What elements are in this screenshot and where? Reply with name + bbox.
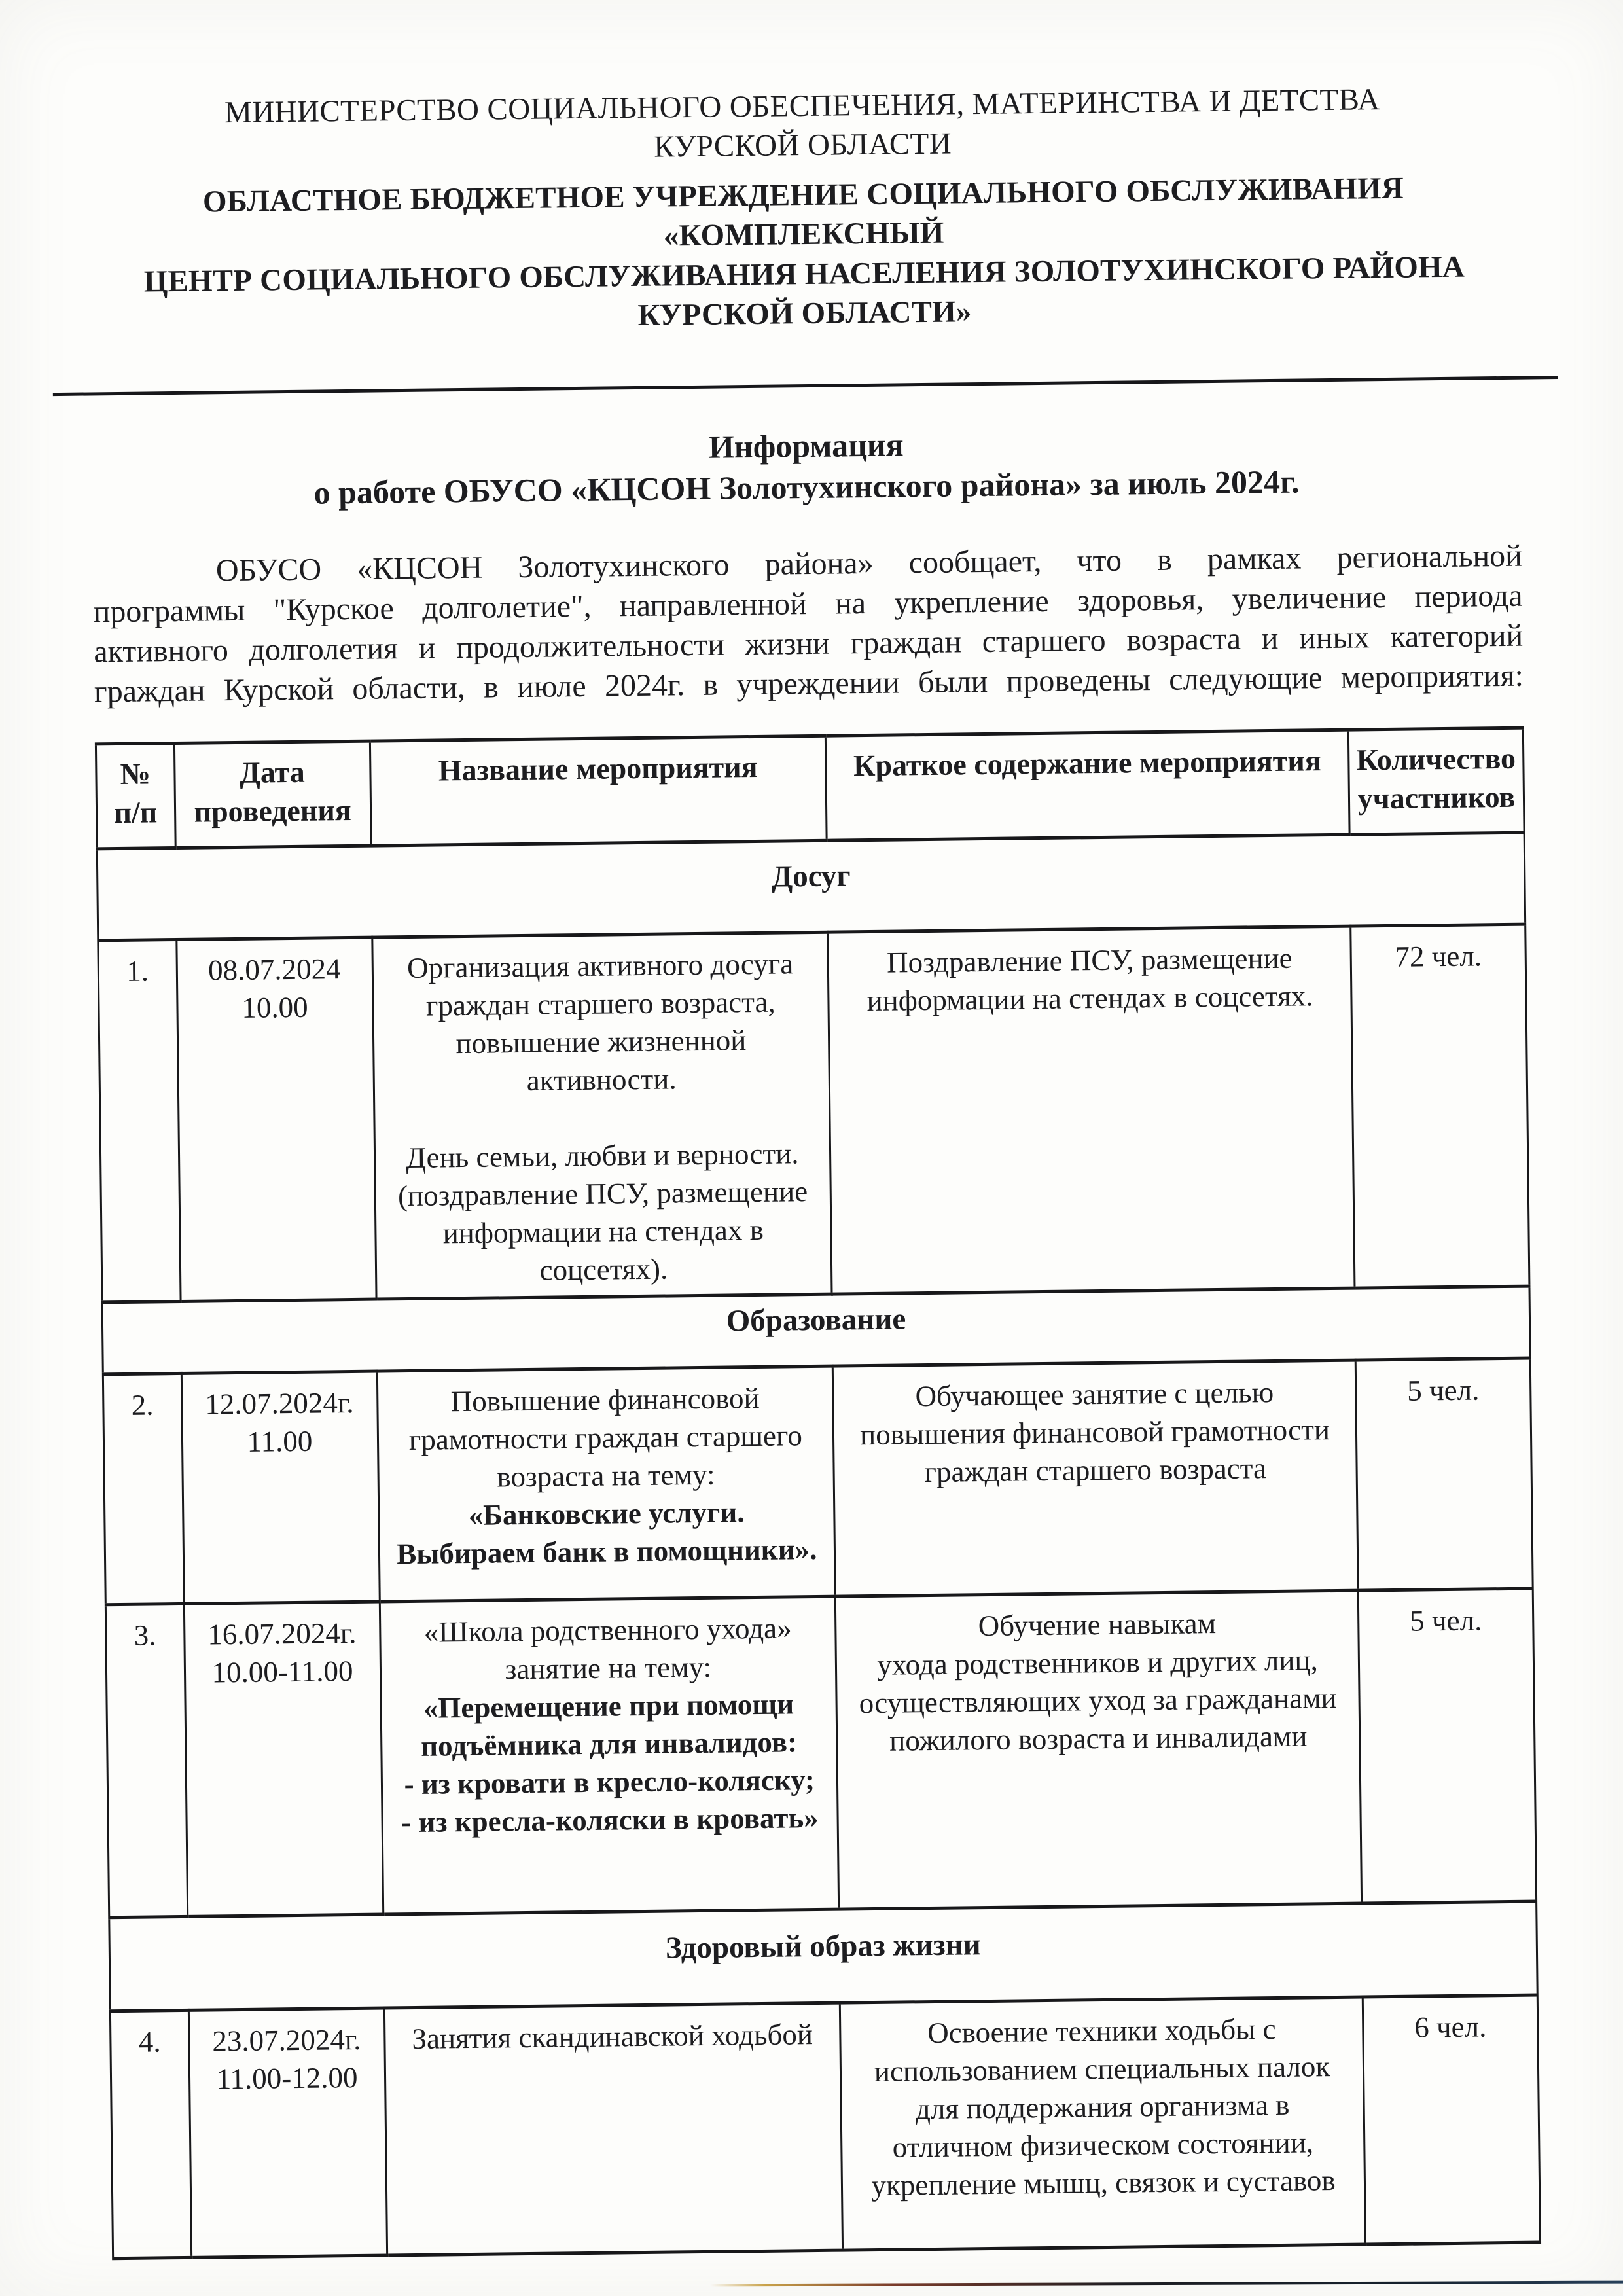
- document-subtitle: о работе ОБУСО «КЦСОН Золотухинского района» за июль 2024г.: [313, 463, 1300, 511]
- intro-line: ОБУСО «КЦСОН Золотухинского района» сообщает, что в рамках региональной: [215, 538, 1523, 588]
- row-participants-cell: 5 чел.: [1358, 1588, 1536, 1903]
- row-date-cell: 08.07.2024 10.00: [176, 937, 376, 1302]
- event-name-text: «Школа родственного ухода» занятие на тему:: [423, 1611, 792, 1686]
- event-name-text: Занятия скандинавской ходьбой: [412, 2018, 813, 2056]
- col-header-event-name: Название мероприятия: [370, 736, 827, 846]
- intro-paragraph: [93, 537, 1524, 713]
- row-event-name-cell: [377, 1366, 836, 1602]
- row-summary-cell: Освоение техники ходьбы с использованием специальных палок для поддержания организма в отличном физическом состоянии, укрепление мышц, связок и суставов: [840, 1997, 1365, 2250]
- row-summary-cell: Обучающее занятие с целью повышения финансовой грамотности граждан старшего возраста: [832, 1360, 1358, 1596]
- table-row: [105, 1588, 1536, 1918]
- document-title: Информация: [708, 426, 904, 465]
- row-event-name-cell: [372, 932, 832, 1299]
- row-date-cell: 16.07.2024г. 10.00-11.00: [184, 1602, 383, 1916]
- event-name-extra-text: День семьи, любви и верности. (поздравление ПСУ, размещение информации на стендах в соцсетях).: [397, 1137, 808, 1287]
- intro-line: активного долголетия и продолжительности жизни граждан старшего возраста и иных категорий: [94, 618, 1524, 670]
- intro-line: граждан Курской области, в июле 2024г. в учреждении были проведены следующие мероприятия:: [94, 658, 1524, 709]
- event-name-text: Организация активного досуга граждан старшего возраста, повышение жизненной активности.: [406, 947, 794, 1097]
- event-name-text: Повышение финансовой грамотности граждан старшего возраста на тему:: [408, 1382, 803, 1494]
- col-header-summary: Краткое содержание мероприятия: [825, 730, 1349, 840]
- intro-line: программы "Курское долголетие", направленной на укрепление здоровья, увеличение периода: [93, 578, 1523, 630]
- row-event-name-cell: [380, 1596, 839, 1914]
- table-header-row: [96, 728, 1524, 849]
- row-summary-cell: Обучение навыкам ухода родственников и других лиц, осуществляющих уход за гражданами пожилого возраста и инвалидами: [835, 1590, 1361, 1909]
- col-header-number: № п/п: [96, 743, 175, 848]
- row-event-name-cell: [384, 2003, 843, 2255]
- section-row-leisure: [97, 833, 1525, 941]
- row-summary-cell: Поздравление ПСУ, размещение информации на стендах в соцсетях.: [828, 926, 1355, 1294]
- section-row-healthy-lifestyle: [109, 1901, 1537, 2011]
- row-participants-cell: 6 чел.: [1363, 1995, 1540, 2244]
- document-title-block: [92, 418, 1522, 516]
- row-number-cell: 2.: [103, 1374, 184, 1605]
- row-number-cell: 3.: [105, 1604, 187, 1918]
- table-row: [103, 1358, 1533, 1605]
- row-number-cell: 4.: [110, 2011, 191, 2259]
- section-label: Досуг: [97, 833, 1525, 941]
- table-row: [110, 1995, 1540, 2259]
- organization-name: ОБЛАСТНОЕ БЮДЖЕТНОЕ УЧРЕЖДЕНИЕ СОЦИАЛЬНОГО ОБСЛУЖИВАНИЯ «КОМПЛЕКСНЫЙ ЦЕНТР СОЦИАЛЬНОГО ОБСЛУЖИВАНИЯ НАСЕЛЕНИЯ ЗОЛОТУХИНСКОГО РАЙОНА КУРСКОЙ ОБЛАСТИ»: [143, 171, 1465, 332]
- row-date-cell: 12.07.2024г. 11.00: [181, 1371, 380, 1604]
- event-name-bold-text: «Перемещение при помощи подъёмника для инвалидов: - из кровати в кресло-коляску; - из кресла-коляски в кровать»: [401, 1687, 819, 1839]
- header-divider: [53, 376, 1558, 396]
- col-header-participants: Количество участников: [1348, 728, 1524, 834]
- section-label: Образование: [102, 1286, 1530, 1374]
- section-label: Здоровый образ жизни: [109, 1901, 1537, 2011]
- events-table: [95, 726, 1541, 2260]
- row-participants-cell: 72 чел.: [1351, 924, 1529, 1288]
- event-name-bold-text: «Банковские услуги. Выбираем банк в помощники».: [396, 1496, 817, 1571]
- row-date-cell: 23.07.2024г. 11.00-12.00: [188, 2008, 387, 2257]
- row-number-cell: 1.: [98, 939, 181, 1302]
- table-row: [98, 924, 1529, 1302]
- row-participants-cell: 5 чел.: [1355, 1358, 1533, 1590]
- col-header-date: Дата проведения: [174, 741, 371, 848]
- ministry-name: МИНИСТЕРСТВО СОЦИАЛЬНОГО ОБЕСПЕЧЕНИЯ, МАТЕРИНСТВА И ДЕТСТВА КУРСКОЙ ОБЛАСТИ: [224, 82, 1381, 164]
